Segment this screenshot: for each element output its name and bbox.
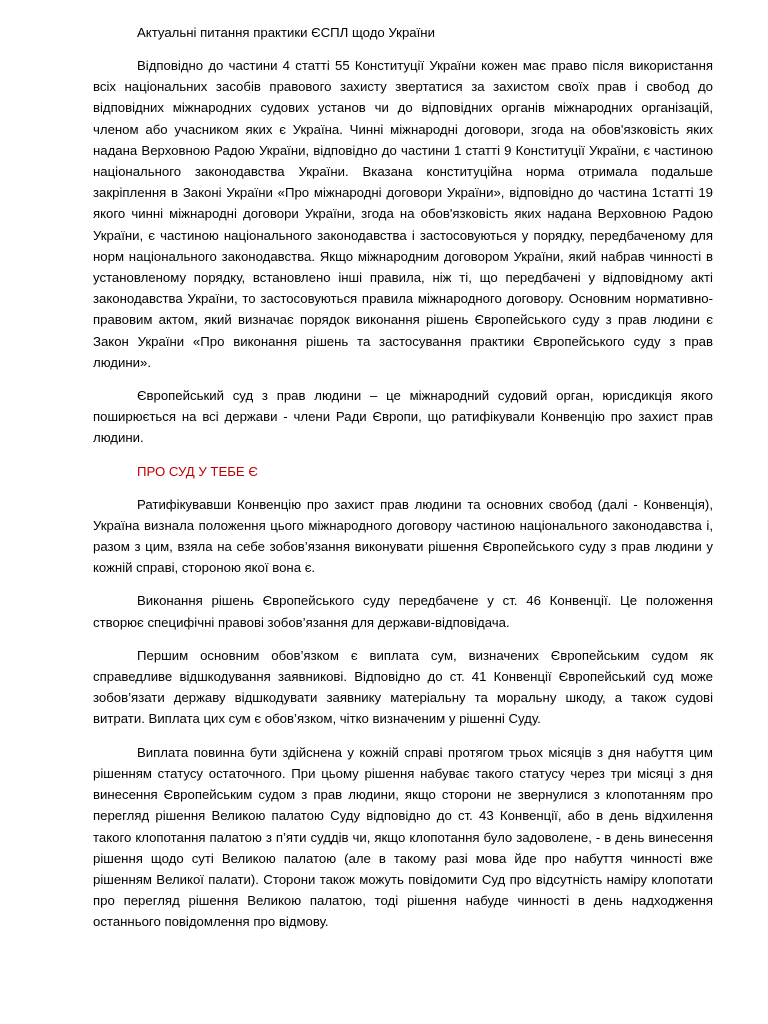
paragraph-article-46: Виконання рішень Європейського суду передбачене у ст. 46 Конвенції. Це положення створює специфічні правові зобов’язання для держави-відповідача. xyxy=(93,593,713,630)
paragraph-constitution: Відповідно до частини 4 статті 55 Конституції України кожен має право після використання всіх національних засобів правового захисту звертатися за захистом своїх прав і свобод до відповідних міжнародних судових установ чи до відповідних органів міжнародних організацій, членом або учасником яких є Україна. Чинні міжнародні договори, згода на обов'язковість яких надана Верховною Радою України, відповідно до частини 1 статті 9 Конституції України, є частиною національного законодавства України. Вказана конституційна норма отримала подальше закріплення в Законі України «Про міжнародні договори України», відповідно до частина 1статті 19 якого чинні міжнародні договори України, згода на обов'язковість яких надана Верховною Радою України, є частиною національного законодавства і застосовуються у порядку, передбаченому для норм національного законодавства. Якщо міжнародним договором України, який набрав чинності в установленому порядку, встановлено інші правила, ніж ті, що передбачені у відповідному акті законодавства України, то застосовуються правила міжнародного договору. Основним нормативно-правовим актом, який визначає порядок виконання рішень Європейського суду з прав людини є Закон України «Про виконання рішень та застосування практики Європейського суду з прав людини». xyxy=(93,58,713,370)
document-title: Актуальні питання практики ЄСПЛ щодо України xyxy=(137,25,435,40)
paragraph-first-obligation: Першим основним обов’язком є виплата сум, визначених Європейським судом як справедливе відшкодування заявникові. Відповідно до ст. 41 Конвенції Європейський суд може зобов’язати державу відшкодувати заявнику матеріальну та моральну шкоду, а також судові витрати. Виплата цих сум є обов’язком, чітко визначеним у рішенні Суду. xyxy=(93,647,713,727)
document-page xyxy=(93,22,713,945)
paragraph-echr-definition: Європейський суд з прав людини – це міжнародний судовий орган, юрисдикція якого поширюється на всі держави - члени Ради Європи, що ратифікували Конвенцію про захист прав людини. xyxy=(93,388,713,446)
paragraph-ratification: Ратифікувавши Конвенцію про захист прав людини та основних свобод (далі - Конвенція), Україна визнала положення цього міжнародного договору частиною національного законодавства і, разом з цим, взяла на себе зобов’язання виконувати рішення Європейського суду з прав людини у кожній справі, стороною якої вона є. xyxy=(93,496,713,576)
paragraph-payment-deadline: Виплата повинна бути здійснена у кожній справі протягом трьох місяців з дня набуття цим рішенням статусу остаточного. При цьому рішення набуває такого статусу через три місяці з дня винесення Європейським судом з прав людини, якщо сторони не звернулися з клопотанням про перегляд рішення Великою палатою Суду відповідно до ст. 43 Конвенції, або в день відхилення такого клопотання палатою з п’яти суддів чи, якщо клопотання було задоволене, - в день винесення рішення щодо суті Великою палатою (але в такому разі мова йде про набуття чинності вже рішенням Великої палати). Сторони також можуть повідомити Суд про відсутність наміру клопотати про перегляд рішення Великою палатою, тоді рішення набуде чинності в день надходження останнього повідомлення про відмову. xyxy=(93,744,713,930)
red-heading: ПРО СУД У ТЕБЕ Є xyxy=(137,463,258,479)
